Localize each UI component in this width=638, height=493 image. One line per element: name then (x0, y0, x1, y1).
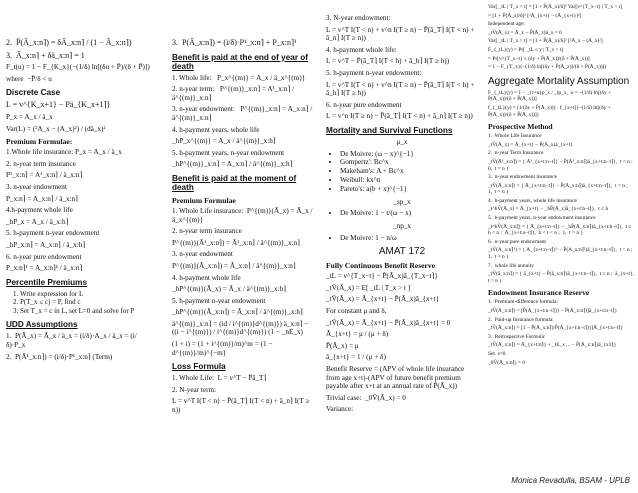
formula: where −P̄/δ < u (6, 74, 52, 83)
formula: 6. n-year pure endowment (488, 238, 546, 245)
formula: _tV̄(A_x:n⌉¹) = { A_{x+t:n−t⌉}¹ − P̄(A_x:n⌉¹)ā_{x+t:n−t⌉}, t < n ; 1, t = n } (488, 247, 636, 261)
formula: 4. h-payment whole life: (326, 45, 397, 54)
list-item: • De Moivre: 1 − t/(ω − x) (340, 209, 478, 218)
formula: 1.Whole life insurance: P_x = A_x / ä_x (6, 148, 122, 157)
list-item: • De Moivre: 1 − n/ω (340, 234, 478, 243)
percentile-steps-list (20, 290, 156, 316)
formula: P_x:n⌉¹ = A_x:n⌉¹ / ä_x:n⌉ (6, 264, 83, 273)
formula: _hP_x:n⌉ = A_x:n⌉ / ä_x:h⌉ (6, 240, 86, 249)
formula: 2. n-year term: P^{(m)}_x:n⌉ = A¹_x:n⌉ / ä^{(m)}_x:n⌉ (172, 85, 296, 102)
formula: _tV̄(Ā_x:n⌉) = { Ā_{x+t:n−t⌉} − P̄(Ā_x:n⌉)ā_{x+t:n−t⌉}, t < n ; 1, t = n } (488, 182, 631, 196)
formula: 4. h-payment whole life (172, 273, 241, 282)
formula: _tL = v^{T_x−t} − P̄(Ā_x)ā_{T_x−t⌉} (326, 272, 438, 281)
formula: 3. n-year endowment (6, 182, 67, 191)
amat-title: AMAT 172 (378, 246, 426, 258)
formula: 1. Whole Life insurance: P^{(m)}(Ā_x) = Ā_x / ä_x^{(m)} (172, 206, 315, 224)
column-1 (0, 0, 160, 493)
formula: L = v^n I(T ≥ n) − P̄(ā_T⌉ I(T < n) + ā_n⌉ I(T ≥ n)) (326, 112, 473, 121)
formula: Trivial case: _0V̄(Ā_x) = 0 (326, 393, 406, 402)
premium-formulae-heading: Premium Formulae: (6, 137, 73, 147)
formula: F_{_tL}(y) = Pr[ _tL ≤ y | T_x > t] (488, 46, 564, 53)
formula: 4.h-payment whole life (6, 206, 73, 215)
list-item: 2. P(T_x ≤ c) = P, find c (20, 298, 156, 307)
list-item: • Pareto's: a(b + x)^{−1} (340, 185, 478, 194)
sp-list (340, 209, 478, 218)
formula: Variance: (326, 405, 354, 414)
formula: _t^hV̄(Ā_x) = Ā_{x+t} − _hP̄(Ā_x)ā_{x+t:h−t⌉}, t ≤ h (488, 206, 609, 213)
formula: _tV̄(Ā_x) = E[ _tL | T_x > t ] (326, 283, 411, 292)
formula: 3. n-year endowment insurance (488, 174, 558, 181)
formula: P_x:n⌉ = A_x:n⌉ / ä_x:n⌉ (6, 194, 78, 203)
formula: _hP_x^{(m)} = A_x / ä^{(m)}_x:h⌉ (172, 137, 276, 146)
formula: _tV̄(Ā_x:n⌉) = [1 − P̄(Ā_x:n⌉)/P̄(Ā_{x+t:n−t⌉})]Ā_{x+t:n−t⌉} (488, 325, 623, 332)
formula: 5. h-payment n-year endowment (172, 296, 266, 305)
formula: _tV̄(Ā_x) = Ā_{x+t} − P̄(Ā_x)ā_{x+t} (488, 141, 573, 148)
formula: _tV̄(ā_x:n⌉) = { ä_{x+t} − P̄(ā_x:n⌉)ā_{x+t:n−t⌉}, t ≤ n ; ā_{x+t}, t > n } (488, 271, 637, 284)
formula: 2. P̈(Ā_x:n⌉) = δĀ_x:n⌉ / (1 − Ā_x:n⌉) (6, 38, 132, 47)
formula: 1. Premium-difference formula: (488, 299, 558, 306)
formula: = [1 + P̄(Ā_x)/δ]² [²Ā_{x+t} − (Ā_{x+t})²] (488, 12, 582, 19)
formula: P^{(m)}(Ā_x:n⌉) = Ā_x:n⌉ / ä^{(m)}_x:n⌉ (172, 261, 296, 270)
formula: 2. N-year term: (172, 385, 217, 394)
endowment-reserve-heading: Endowment Insurance Reserve (488, 288, 590, 298)
formula: 6. n-year pure endowment (326, 100, 402, 109)
formula: f_{_tL}(y) = (1/(δy + P̄(Ā_x))) · f_{x+t}(−(1/δ) ln[(δy + P̄(Ā_x))/(δ + P̄(Ā_x))]) (488, 104, 613, 118)
formula: _tV̄(Ā_x:n⌉) = [P̄(Ā_{x+t:n−t⌉}) − P̄(Ā_x:n⌉)]ā_{x+t:n−t⌉} (488, 308, 618, 314)
formula: 1. Whole life: P_x^{(m)} = A_x / ä_x^{(m)} (172, 73, 306, 82)
udd-heading: UDD Assumptions (6, 320, 78, 330)
formula: _hP_x = A_x / ä_x:h⌉ (6, 217, 69, 226)
formula: 4. h-payment years, whole life (172, 125, 260, 134)
list-item: • Weibull: kx^n (340, 176, 478, 185)
list-item: • Makeham's: A + Bc^x (340, 167, 478, 176)
column-2 (168, 0, 318, 493)
formula: 4. h-payment years, whole life insurance (488, 197, 577, 204)
np-list (340, 234, 478, 243)
author-footer: Monica Revadulla, BSAM - UPLB (511, 476, 630, 485)
list-item: 1. Write expression for L (20, 290, 156, 299)
sp-label: _sp_x (393, 197, 411, 206)
formula: 2. P(Ā¹_x:n⌉) = (i/δ)·P¹_x:n⌉ (Term) (6, 352, 113, 361)
formula: _hP^{(m)}_x:n⌉ = A_x:n⌉ / ä^{(m)}_x:h⌉ (172, 160, 293, 169)
end-of-year-heading: Benefit is paid at the end of year of death (172, 52, 309, 71)
aggregate-mortality-heading: Aggregate Mortality Assumption (488, 75, 630, 87)
formula: _0V̄(Ā_x:n⌉) = 0 (488, 359, 525, 366)
formula: 3. n-year endowment: P^{(m)}_x:n⌉ = A_x:n⌉ / ä^{(m)}_x:n⌉ (172, 105, 315, 122)
column-4 (486, 0, 638, 493)
formula: _tV̄(Ā_x) = Ā_x − P̄(Ā_x)ā_x = 0 (488, 29, 562, 36)
formula: Independent age: (488, 21, 525, 28)
formula: 7. whole life annuity (488, 262, 534, 269)
mortality-list (340, 150, 478, 194)
formula: P^{(m)}(Ā¹_x:n⌉) = Ā¹_x:n⌉ / ä^{(m)}_x:n⌉ (172, 238, 300, 247)
formula: L = v^T I(T < n) + v^n I(T ≥ n) − P̄(ā_T⌉ I(T < n) + ā_n⌉ I(T ≥ n)) (326, 25, 477, 43)
formula: 5. h-payment years, n-year endowment (172, 148, 285, 157)
formula: Ā_{x+t} = μ / (μ + δ) (326, 330, 389, 339)
formula: P̄(Ā_x) = μ (326, 341, 359, 350)
mu-label: μ_x (396, 137, 408, 146)
np-label: _np_x (393, 221, 411, 230)
list-item: 3. Set T_x = c in L, set L=0 and solve for P (20, 307, 156, 316)
formula: 1. P(Ā_x) = Ā_x / ä_x = (i/δ)·A_x / ä_x = (i/δ)·P_x (6, 332, 137, 350)
list-item: • De Moivre: (ω − x)^{−1} (340, 150, 478, 159)
column-3 (322, 0, 482, 493)
formula: Set s=0 (488, 350, 506, 357)
formula: 2. n-year term insurance (6, 159, 76, 168)
formula: L = v^T I(T < n) − P̄(ā_T⌉ I(T < n) + ā_n⌉ I(T ≥ n)) (172, 397, 312, 415)
formula: (1 + i) = (1 + i^{(m)}/m)^m = (1 − d^{(m)}/m)^{−m} (172, 340, 275, 357)
percentile-premiums-heading: Percentile Premiums (6, 277, 88, 287)
formula: P¹_x:n⌉ = A¹_x:n⌉ / ä_x:n⌉ (6, 171, 83, 180)
formula: For constant μ and δ, (326, 307, 387, 316)
formula: P_x = A_x / ä_x (6, 112, 53, 121)
formula: Var[ _tL | T_x > t] = [1 + P̄(Ā_x)/δ]² Var[v^{T_x−t} | T_x > t] (488, 4, 623, 10)
formula: _tV̄(Ā_x:n⌉) = Ā_{x+t:n⌉} + _tE_x ... − P̄(Ā_x:n⌉)ā_{x:t⌉} (488, 342, 617, 349)
formula: 5. h-payment years, n-year endowment insurance (488, 215, 596, 222)
formula: = Pr[v^{T_x−t} ≤ (δy + P̄(Ā_x))/(δ + P̄(Ā_x))] (488, 55, 590, 62)
formula: _hP^{(m)}(Ā_x:n⌉) = Ā_x:n⌉ / ä^{(m)}_x:h⌉ (172, 308, 303, 317)
prospective-method-heading: Prospective Method (488, 122, 553, 132)
formula: 3. n-year endowment (172, 250, 233, 259)
mortality-heading: Mortality and Survival Functions (326, 125, 453, 135)
formula: 3. Ā_x:n⌉ + δä_x:n⌉ = 1 (6, 50, 85, 60)
reserve-heading: Fully Continuous Benefit Reserve (326, 261, 436, 271)
formula: Var(L) = (²A_x − (A_x)²) / (dä_x)² (6, 124, 106, 133)
formula: 6. n-year pure endowment (6, 252, 82, 261)
formula: 2. n-year term insurance (172, 227, 242, 236)
formula: 5. h-payment n-year endowment: (326, 68, 422, 77)
formula: Benefit Reserve = (APV of whole life insurance from age x+t)-(APV of future benefit premium payable after x+t at an annual rate of P̄(Ā_x)) (326, 365, 467, 391)
formula: 5. h-payment n-year endowment (6, 229, 100, 238)
list-item: • Gompertz': Bc^x (340, 158, 478, 167)
discrete-case-heading: Discrete Case (6, 88, 61, 98)
formula: F_{_tL}(y) = 1 − _{t+u}p_x / _tp_x, u = −(1/δ) ln[(δy + P̄(Ā_x))/(δ + P̄(Ā_x))] (488, 89, 613, 103)
premium-formulae-subheading: Premium Formulae (172, 195, 236, 205)
formula: _t^hV̄(Ā_x:n⌉) = { Ā_{x+t:n−t⌉} − _hP̄(Ā_x:n⌉)ā_{x+t:h−t⌉}, t ≤ h < n ; Ā_{x+t:n−t⌉}, h < t < n ; 1, t = n } (488, 223, 633, 237)
formula: 1. Whole Life Insurance (488, 133, 542, 140)
formula: _hP^{(m)}(Ā_x) = Ā_x / ä^{(m)}_x:h⌉ (172, 285, 287, 294)
formula: 2. Paid-up Insurance formula: (488, 316, 554, 323)
moment-of-death-heading: Benefit is paid at the moment of death (172, 173, 297, 192)
formula: _tV̄(Ā_x) = Ā_{x+t} − P̄(Ā_x)ā_{x+t} (326, 295, 440, 304)
formula: = 1 − F_{T_x}(−(1/δ) ln[(δy + P̄(Ā_x))/(δ + P̄(Ā_x))]) (488, 64, 607, 71)
formula: 2. n-year Term Insurance (488, 150, 544, 157)
formula: 1. Whole Life: L = v^T − P̄ā_T⌉ (172, 374, 267, 383)
formula: 3. P(Ā_x:n⌉) = (i/δ)·P¹_x:n⌉ + P_x:n⌉¹ (172, 38, 297, 47)
formula: ä^{(m)}_x:n⌉ = (id / i^{(m)}d^{(m)}) ä_x:n⌉ − ((i − i^{(m)}) / i^{(m)}d^{(m)}) (1 − _nE_x) (172, 319, 311, 337)
formula: 3. Retrospective Formula: (488, 333, 546, 340)
formula: _tV̄(Ā_x) = Ā_{x+t} − P̄(Ā_x)ā_{x+t} = 0 (326, 318, 451, 327)
formula: L = v^{K_x+1} − Pä_{K_x+1⌉} (6, 100, 111, 110)
formula: L = v^T − P̄(ā_T⌉ I(T < h) + ā_h⌉ I(T ≥ h)) (326, 57, 450, 66)
formula: L = v^T I(T < n) + v^n I(T ≥ n) − P̄(ā_T⌉ I(T < h) + ā_h⌉ I(T ≥ h)) (326, 80, 477, 98)
formula: ā_{x+t} = 1 / (μ + δ) (326, 353, 386, 362)
loss-formula-heading: Loss Formula (172, 362, 226, 372)
formula: Var[ _tL | T_x > t] = [1 + P̄(Ā_x)/δ]² [²Ā_x − (Ā_x)²] (488, 38, 603, 45)
formula: 3. N-year endowment: (326, 14, 391, 22)
formula: _tV̄(Ā¹_x:n⌉) = { Ā¹_{x+t:n−t⌉} − P̄(Ā¹_x:n⌉)ā_{x+t:n−t⌉}, t < n ; 0, t = n } (488, 158, 636, 172)
formula: F_t(u) = 1 − F_{K_x}(−(1/δ) ln[(δu + P̄)/(δ + P̄)]) (6, 63, 150, 72)
